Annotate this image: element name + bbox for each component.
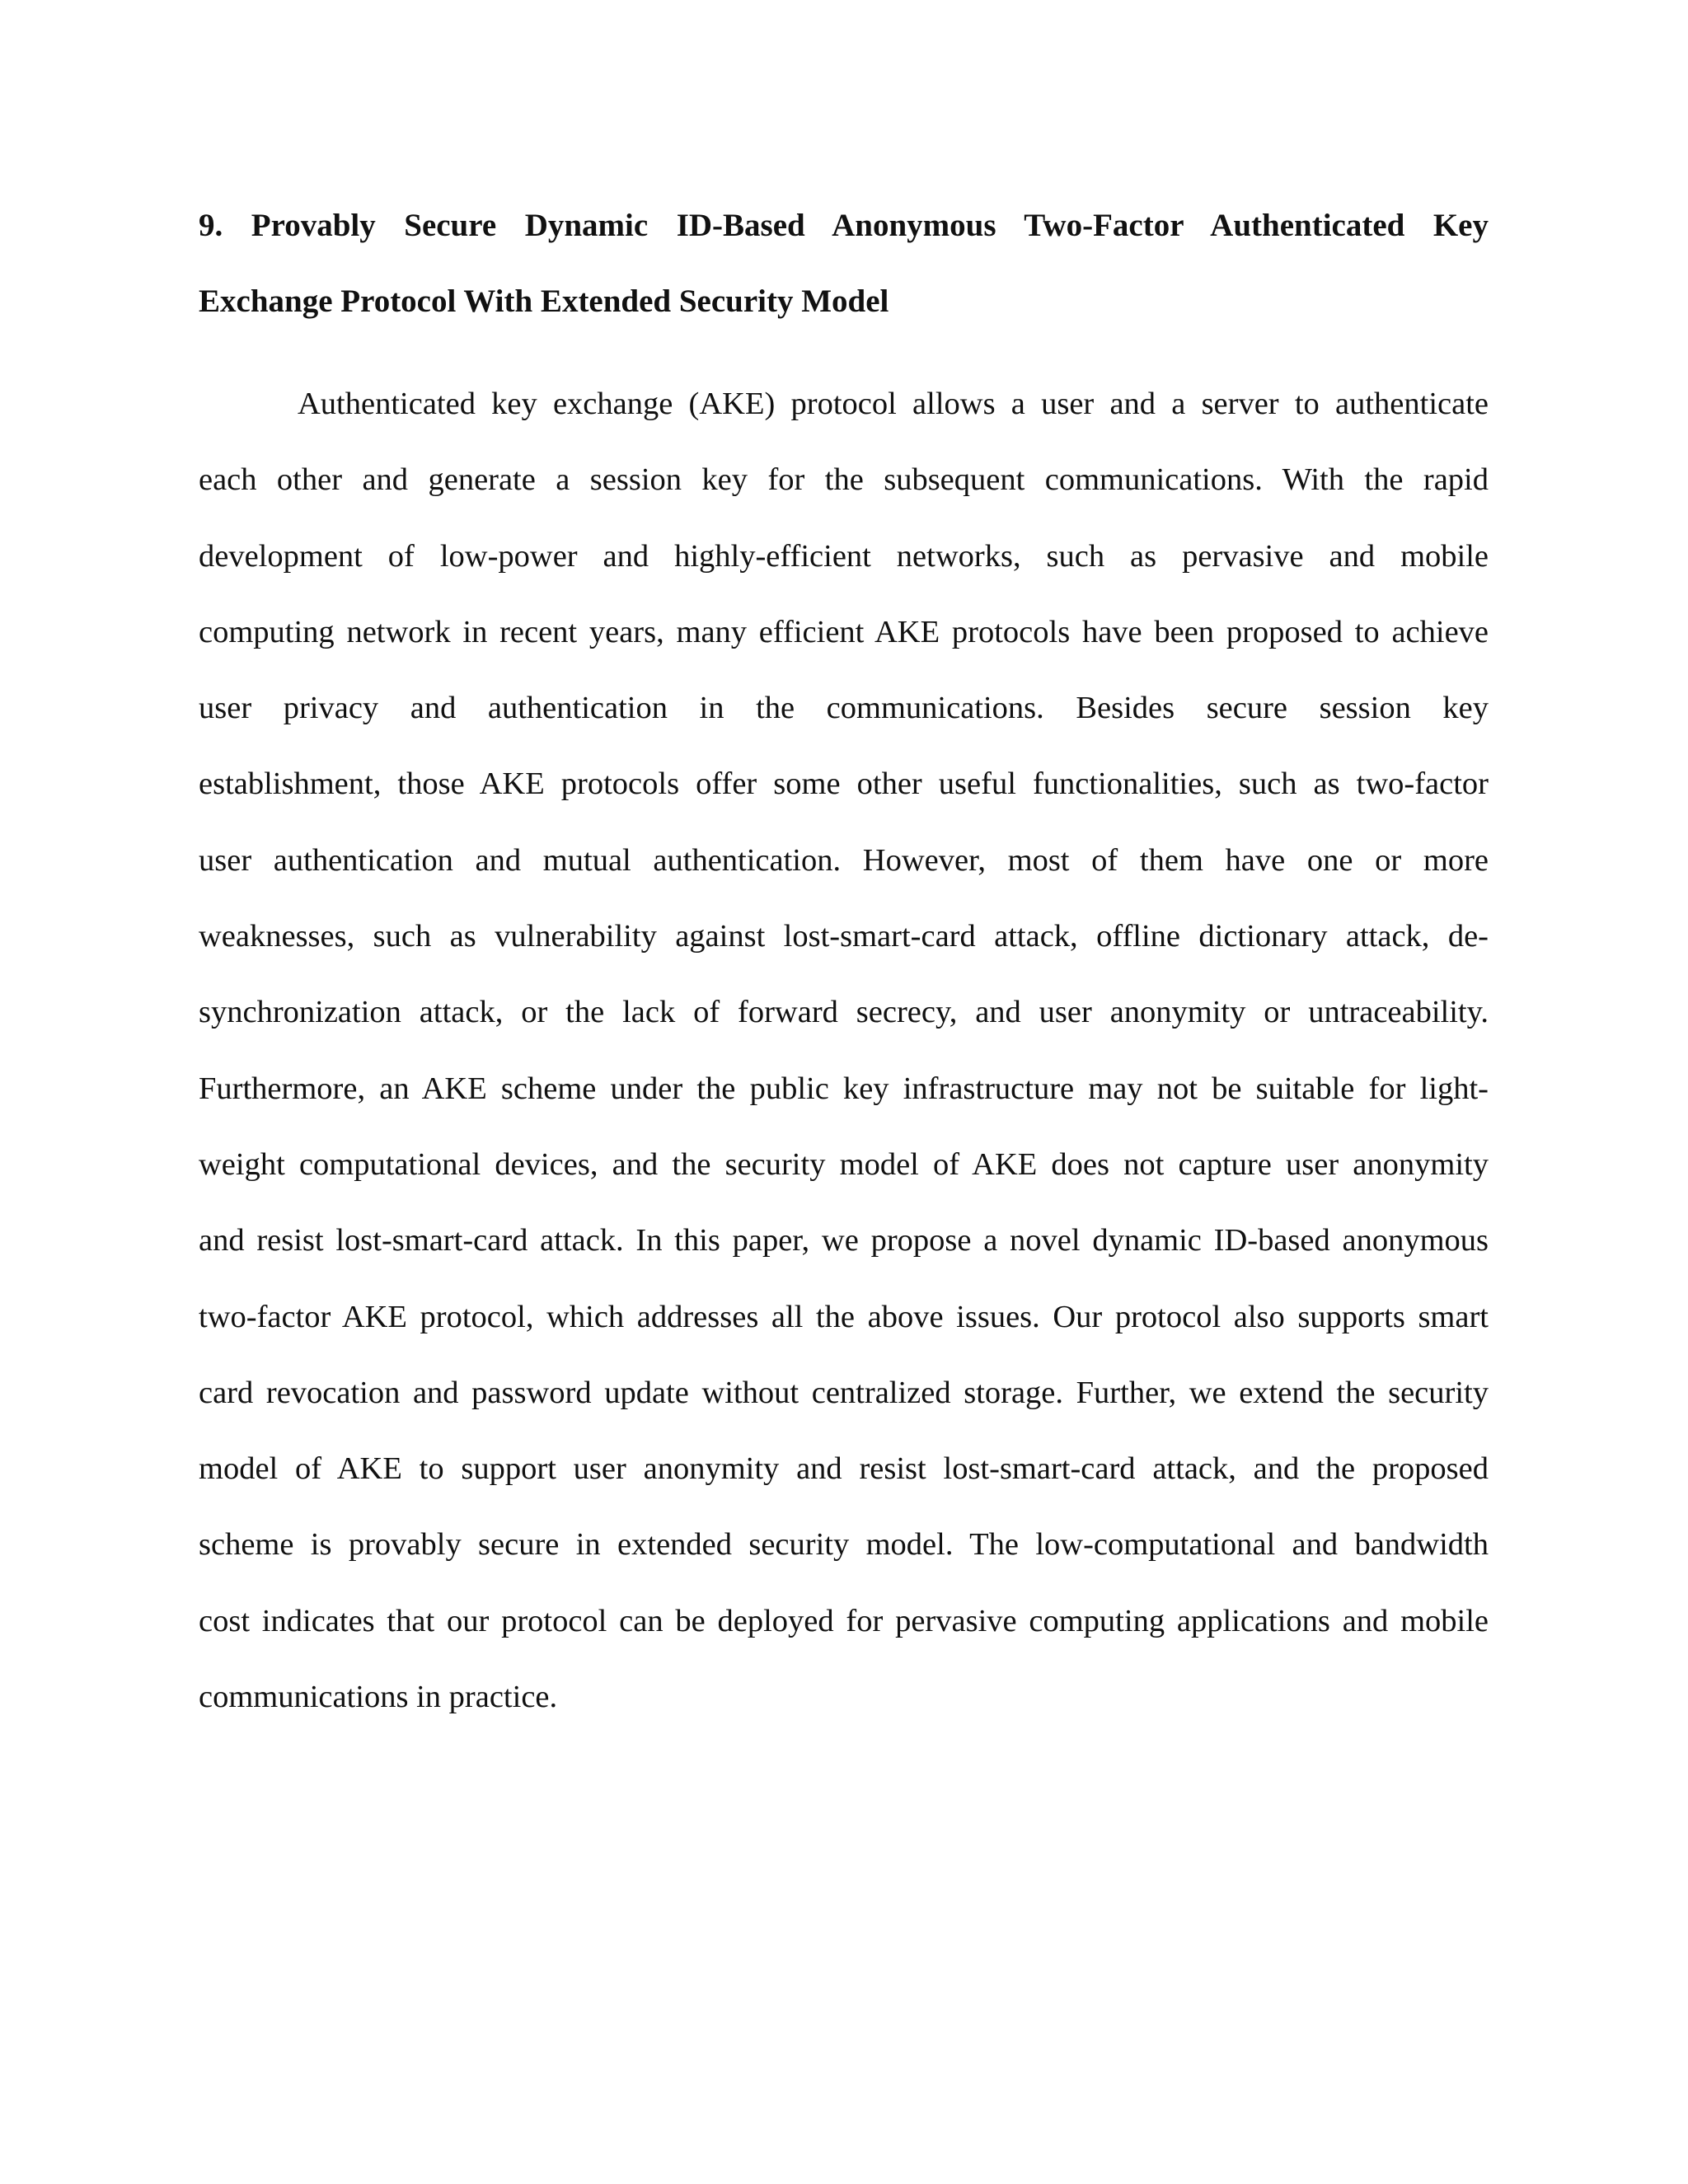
- abstract-line: each other and generate a session key for the subsequent communications. With the rapid: [199, 462, 1489, 498]
- abstract-paragraph: [199, 366, 1489, 1735]
- abstract-line: establishment, those AKE protocols offer some other useful functionalities, such as two-factor: [199, 766, 1489, 802]
- abstract-line: user authentication and mutual authentication. However, most of them have one or more: [199, 842, 1489, 878]
- abstract-line: two-factor AKE protocol, which addresses all the above issues. Our protocol also supports smart: [199, 1299, 1489, 1334]
- abstract-line: cost indicates that our protocol can be deployed for pervasive computing applications and mobile: [199, 1603, 1489, 1638]
- abstract-line: computing network in recent years, many efficient AKE protocols have been proposed to achieve: [199, 614, 1489, 649]
- abstract-line: development of low-power and highly-efficient networks, such as pervasive and mobile: [199, 538, 1489, 574]
- abstract-line: synchronization attack, or the lack of forward secrecy, and user anonymity or untraceability.: [199, 995, 1489, 1030]
- abstract-line: and resist lost-smart-card attack. In this paper, we propose a novel dynamic ID-based anonymous: [199, 1223, 1489, 1258]
- abstract-line: communications in practice.: [199, 1680, 558, 1715]
- title-line: 9. Provably Secure Dynamic ID-Based Anonymous Two-Factor Authenticated Key: [199, 208, 1489, 243]
- abstract-line: Authenticated key exchange (AKE) protocol allows a user and a server to authenticate: [298, 387, 1489, 421]
- abstract-line: scheme is provably secure in extended security model. The low-computational and bandwidth: [199, 1527, 1489, 1563]
- abstract-line: weight computational devices, and the security model of AKE does not capture user anonymity: [199, 1146, 1489, 1182]
- abstract-line: weaknesses, such as vulnerability against lost-smart-card attack, offline dictionary attack, de-: [199, 919, 1489, 954]
- document-title: [199, 188, 1489, 340]
- document-page: [199, 188, 1489, 1735]
- abstract-line: user privacy and authentication in the communications. Besides secure session key: [199, 691, 1489, 726]
- abstract-line: model of AKE to support user anonymity and resist lost-smart-card attack, and the proposed: [199, 1451, 1489, 1487]
- abstract-line: card revocation and password update without centralized storage. Further, we extend the security: [199, 1375, 1489, 1410]
- abstract-line: Furthermore, an AKE scheme under the public key infrastructure may not be suitable for light-: [199, 1071, 1489, 1106]
- title-line: Exchange Protocol With Extended Security Model: [199, 284, 889, 319]
